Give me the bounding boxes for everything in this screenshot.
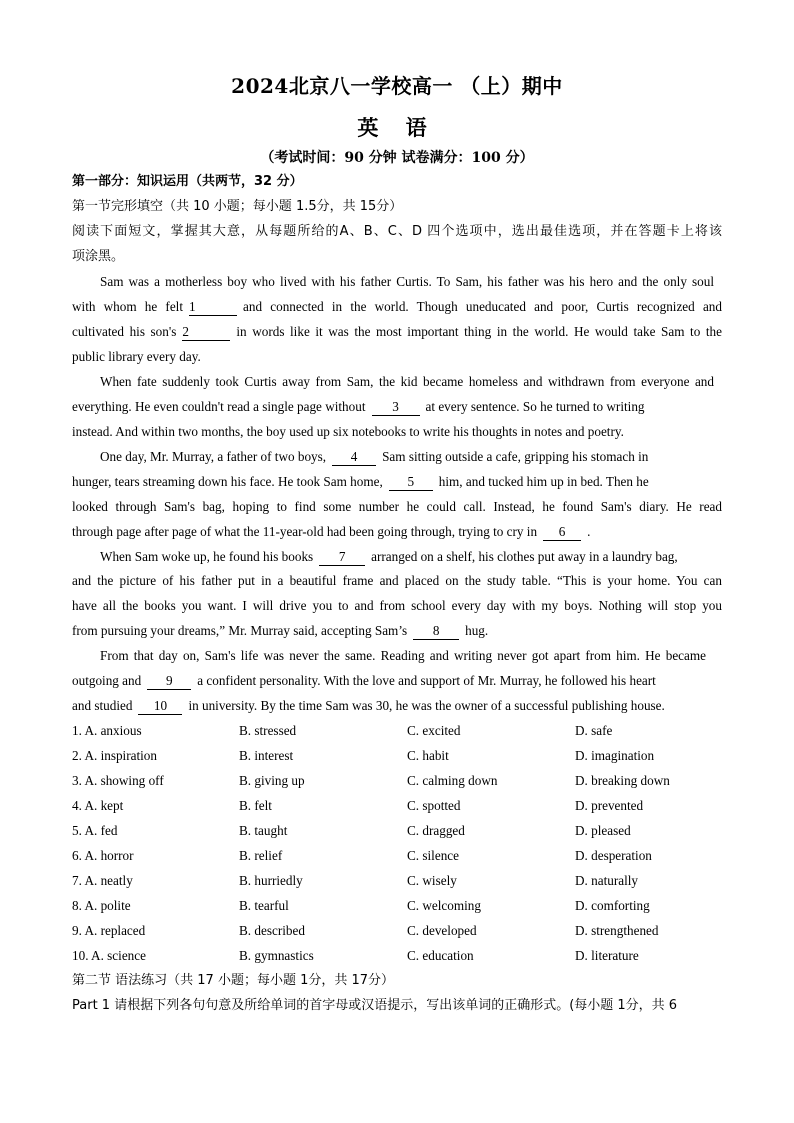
option-b: B. tearful (239, 898, 289, 913)
option-c: C. wisely (407, 873, 457, 888)
option-a: 2. A. inspiration (72, 748, 157, 763)
passage-line: From that day on, Sam's life was never the same. Reading and writing never got apart from him. He became (100, 648, 706, 663)
blank-8: 8 (413, 623, 459, 640)
passage-line: and the picture of his father put in a beautiful frame and placed on the study table. “This is your home. You can (72, 573, 722, 588)
option-c: C. spotted (407, 798, 461, 813)
section2-part1-instruction: Part 1 请根据下列各句句意及所给单词的首字母或汉语提示，写出该单词的正确形式。(每小题 1分，共 6 (72, 998, 678, 1013)
option-c: C. education (407, 948, 474, 963)
option-c: C. silence (407, 848, 460, 863)
blank-9: 9 (147, 673, 191, 690)
option-a: 3. A. showing off (72, 773, 164, 788)
option-b: B. hurriedly (239, 873, 303, 888)
option-b: B. giving up (239, 773, 305, 788)
option-a: 6. A. horror (72, 848, 134, 863)
section1-heading: 第一节完形填空（共 10 小题；每小题 1.5分，共 15分） (72, 199, 403, 214)
instruction-line-1: 阅读下面短文，掌握其大意，从每题所给的A、B、C、D 四个选项中，选出最佳选项，并在答题卡上将该 (72, 224, 722, 239)
option-a: 1. A. anxious (72, 723, 142, 738)
option-b: B. gymnastics (239, 948, 314, 963)
option-c: C. habit (407, 748, 449, 763)
option-a: 8. A. polite (72, 898, 131, 913)
option-d: D. desperation (575, 848, 652, 863)
option-a: 5. A. fed (72, 823, 118, 838)
option-d: D. strengthened (575, 923, 659, 938)
exam-title: 2024北京八一学校高一 （上）期中 (231, 74, 563, 98)
section2-heading: 第二节 语法练习（共 17 小题；每小题 1分，共 17分） (72, 973, 395, 988)
blank-4: 4 (332, 449, 376, 466)
option-a: 4. A. kept (72, 798, 124, 813)
option-c: C. welcoming (407, 898, 481, 913)
blank-2: 2 (182, 324, 230, 341)
option-c: C. developed (407, 923, 477, 938)
blank-5: 5 (389, 474, 433, 491)
blank-6: 6 (543, 524, 581, 541)
option-a: 9. A. replaced (72, 923, 146, 938)
option-d: D. naturally (575, 873, 638, 888)
part1-heading: 第一部分：知识运用（共两节，32 分） (72, 174, 303, 189)
option-d: D. literature (575, 948, 639, 963)
passage-line: everything. He even couldn't read a single page without 3 at every sentence. So he turned to writing (72, 399, 645, 414)
passage-line: One day, Mr. Murray, a father of two boys, 4 Sam sitting outside a cafe, gripping his stomach in (100, 449, 649, 464)
blank-1: 1 (189, 299, 237, 316)
passage-line: When fate suddenly took Curtis away from Sam, the kid became homeless and withdrawn from everyone and (100, 374, 714, 389)
passage-line: When Sam woke up, he found his books 7 arranged on a shelf, his clothes put away in a laundry bag, (100, 549, 678, 564)
option-b: B. interest (239, 748, 294, 763)
passage-line: cultivated his son's 2 in words like it was the most important thing in the world. He would take Sam to the (72, 324, 722, 339)
option-c: C. excited (407, 723, 461, 738)
option-d: D. prevented (575, 798, 644, 813)
option-b: B. felt (239, 798, 272, 813)
passage-line: and studied 10 in university. By the time Sam was 30, he was the owner of a successful publishing house. (72, 698, 665, 713)
option-b: B. stressed (239, 723, 297, 738)
option-c: C. dragged (407, 823, 465, 838)
option-a: 10. A. science (72, 948, 146, 963)
option-d: D. imagination (575, 748, 655, 763)
option-d: D. safe (575, 723, 613, 738)
option-b: B. described (239, 923, 305, 938)
instruction-line-2: 项涂黑。 (72, 249, 125, 264)
option-b: B. taught (239, 823, 288, 838)
blank-7: 7 (319, 549, 365, 566)
option-c: C. calming down (407, 773, 498, 788)
option-d: D. pleased (575, 823, 631, 838)
exam-info: （考试时间：90 分钟 试卷满分：100 分） (260, 150, 534, 166)
passage-line: instead. And within two months, the boy used up six notebooks to write his thoughts in notes and poetry. (72, 424, 624, 439)
option-d: D. comforting (575, 898, 650, 913)
passage-line: looked through Sam's bag, hoping to find some number he could call. Instead, he found Sam's diary. He read (72, 499, 722, 514)
passage-line: public library every day. (72, 349, 201, 364)
passage-line: from pursuing your dreams,” Mr. Murray said, accepting Sam’s 8 hug. (72, 623, 489, 638)
option-d: D. breaking down (575, 773, 670, 788)
passage-line: have all the books you want. I will drive you to and from school every day with my boys. Nothing will stop you (72, 598, 722, 613)
blank-3: 3 (372, 399, 420, 416)
passage-line: through page after page of what the 11-year-old had been going through, trying to cry in 6 . (72, 524, 591, 539)
passage-line: hunger, tears streaming down his face. He took Sam home, 5 him, and tucked him up in bed. Then he (72, 474, 649, 489)
option-a: 7. A. neatly (72, 873, 133, 888)
blank-10: 10 (138, 698, 182, 715)
passage-line: with whom he felt 1 and connected in the world. Though uneducated and poor, Curtis recognized and (72, 299, 722, 314)
passage-line: outgoing and 9 a confident personality. With the love and support of Mr. Murray, he followed his heart (72, 673, 656, 688)
option-b: B. relief (239, 848, 283, 863)
passage-line: Sam was a motherless boy who lived with his father Curtis. To Sam, his father was his hero and the only soul (100, 274, 714, 289)
subject-title: 英 语 (357, 115, 437, 140)
